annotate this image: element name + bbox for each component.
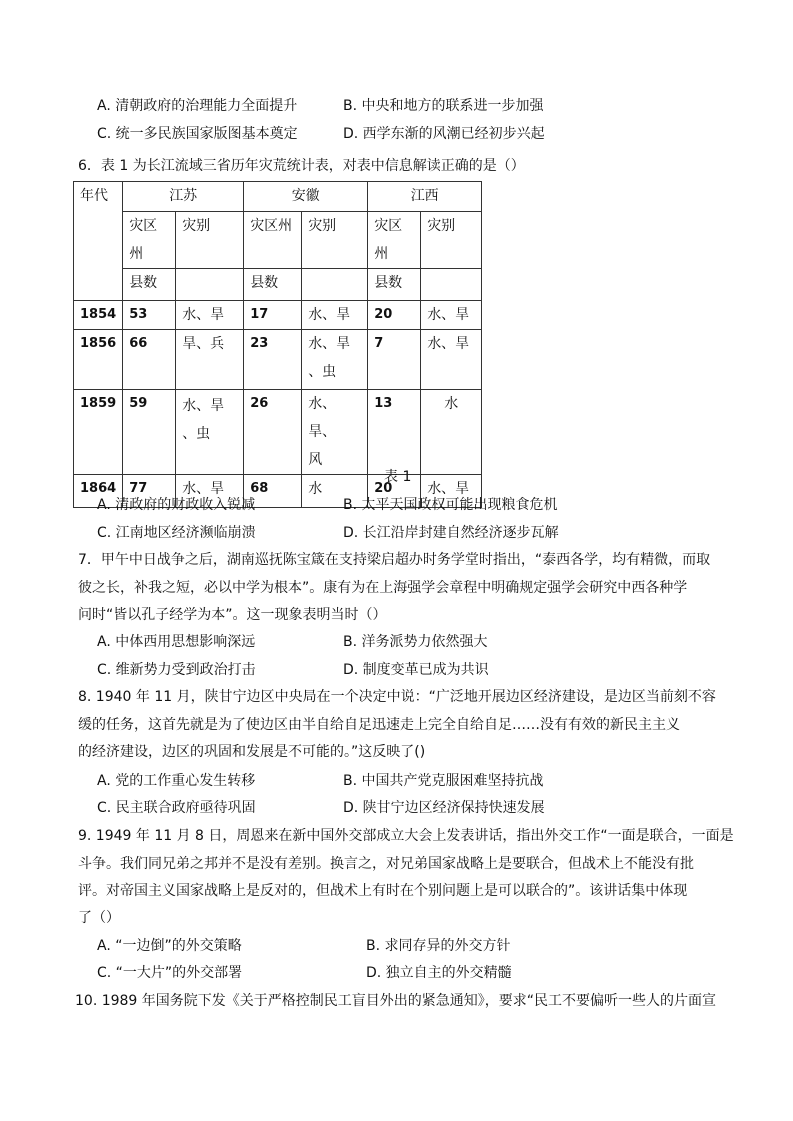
q5-option-a: A. 清朝政府的治理能力全面提升	[97, 98, 298, 114]
sub-header-area: 灾区州	[123, 212, 176, 269]
cell-count: 59	[123, 390, 176, 475]
cell-type-line: 水、旱	[308, 336, 351, 352]
cell-count: 20	[368, 475, 421, 508]
q8-option-d: D. 陕甘宁边区经济保持快速发展	[343, 800, 545, 816]
q9-option-d: D. 独立自主的外交精髓	[366, 965, 512, 981]
sub-header-empty	[176, 269, 244, 301]
q9-option-c: C. “一大片”的外交部署	[97, 965, 243, 981]
row-year: 1856	[74, 330, 123, 390]
q8-line: 8. 1940 年 11 月，陕甘宁边区中央局在一个决定中说：“广泛地开展边区经济建设，是边区当前刻不容	[78, 689, 716, 705]
q7-option-b: B. 洋务派势力依然强大	[343, 634, 488, 650]
q5-option-b: B. 中央和地方的联系进一步加强	[343, 98, 544, 114]
cell-count: 66	[123, 330, 176, 390]
q9-line: 评。对帝国主义国家战略上是反对的，但战术上有时在个别问题上是可以联合的”。该讲话集中体现	[78, 883, 688, 899]
table-caption: 表 1	[384, 469, 412, 485]
sub-header-type: 灾别	[176, 212, 244, 269]
sub-header-empty	[421, 269, 482, 301]
cell-type: 水、旱	[302, 301, 368, 330]
q9-option-a: A. “一边倒”的外交策略	[97, 938, 242, 954]
q6-option-d: D. 长江沿岸封建自然经济逐步瓦解	[343, 525, 559, 541]
cell-count: 13	[368, 390, 421, 475]
cell-count: 77	[123, 475, 176, 508]
sub-header-count: 县数	[368, 269, 421, 301]
province-jiangxi: 江西	[368, 182, 482, 212]
q9-line: 了（）	[78, 910, 120, 926]
q9-option-b: B. 求同存异的外交方针	[366, 938, 511, 954]
q6-option-a: A. 清政府的财政收入锐减	[97, 497, 256, 513]
sub-header-count: 县数	[123, 269, 176, 301]
q6-option-c: C. 江南地区经济濒临崩溃	[97, 525, 256, 541]
q7-line: 7．甲午中日战争之后，湖南巡抚陈宝箴在支持梁启超办时务学堂时指出，“泰西各学，均有精微，而取	[78, 552, 711, 568]
cell-type: 水、旱	[176, 475, 244, 508]
q8-option-b: B. 中国共产党克服困难坚持抗战	[343, 773, 544, 789]
cell-type: 水、旱	[176, 301, 244, 330]
sub-header-area: 灾区州	[244, 212, 302, 269]
cell-count: 26	[244, 390, 302, 475]
cell-count: 23	[244, 330, 302, 390]
row-year: 1859	[74, 390, 123, 475]
cell-type	[176, 390, 244, 475]
cell-count: 17	[244, 301, 302, 330]
q5-option-c: C. 统一多民族国家版图基本奠定	[97, 126, 298, 142]
province-jiangsu: 江苏	[123, 182, 244, 212]
cell-type-line: 风	[308, 452, 323, 468]
cell-type-line: 水、旱	[182, 398, 225, 414]
sub-header-empty	[302, 269, 368, 301]
q8-option-a: A. 党的工作重心发生转移	[97, 773, 256, 789]
q7-option-d: D. 制度变革已成为共识	[343, 662, 489, 678]
cell-type: 水、旱	[421, 475, 482, 508]
cell-type-line: 、虫	[308, 364, 337, 380]
cell-type: 水	[421, 390, 482, 475]
q7-line: 彼之长，补我之短，必以中学为根本”。康有为在上海强学会章程中明确规定强学会研究中西各种学	[78, 580, 688, 596]
cell-type: 水、旱	[421, 301, 482, 330]
q7-option-c: C. 维新势力受到政治打击	[97, 662, 256, 678]
cell-type: 水、旱	[421, 330, 482, 390]
disaster-table	[73, 181, 482, 508]
q8-line: 缓的任务，这首先就是为了使边区由半自给自足迅速走上完全自给自足……没有有效的新民主主义	[78, 717, 680, 733]
q6-stem: 6．表 1 为长江流域三省历年灾荒统计表，对表中信息解读正确的是（）	[78, 158, 525, 174]
cell-count: 20	[368, 301, 421, 330]
cell-count: 68	[244, 475, 302, 508]
table-row	[74, 301, 482, 330]
province-anhui: 安徽	[244, 182, 368, 212]
cell-type-line: 水、旱、	[308, 396, 337, 440]
sub-header-count: 县数	[244, 269, 302, 301]
q7-option-a: A. 中体西用思想影响深远	[97, 634, 256, 650]
cell-count: 7	[368, 330, 421, 390]
cell-type	[302, 330, 368, 390]
cell-type: 水	[302, 475, 368, 508]
table-row	[74, 390, 482, 475]
row-year: 1854	[74, 301, 123, 330]
q6-option-b: B. 太平天国政权可能出现粮食危机	[343, 497, 558, 513]
year-header: 年代	[74, 182, 123, 301]
q9-line: 9. 1949 年 11 月 8 日，周恩来在新中国外交部成立大会上发表讲话，指出外交工作“一面是联合，一面是	[78, 828, 734, 844]
q9-line: 斗争。我们同兄弟之邦并不是没有差别。换言之，对兄弟国家战略上是要联合，但战术上不能没有批	[78, 856, 694, 872]
q7-line: 问时“皆以孔子经学为本”。这一现象表明当时（）	[78, 607, 387, 623]
sub-header-type: 灾别	[302, 212, 368, 269]
cell-type	[302, 390, 368, 475]
sub-header-type: 灾别	[421, 212, 482, 269]
q10-line: 10. 1989 年国务院下发《关于严格控制民工盲目外出的紧急通知》，要求“民工不要偏听一些人的片面宣	[75, 993, 717, 1009]
row-year: 1864	[74, 475, 123, 508]
cell-type-line: 、虫	[182, 426, 211, 442]
cell-count: 53	[123, 301, 176, 330]
q8-option-c: C. 民主联合政府亟待巩固	[97, 800, 256, 816]
table-row	[74, 330, 482, 390]
sub-header-area: 灾区州	[368, 212, 421, 269]
cell-type: 旱、兵	[176, 330, 244, 390]
q8-line: 的经济建设，边区的巩固和发展是不可能的。”这反映了()	[78, 744, 426, 760]
q5-option-d: D. 西学东渐的风潮已经初步兴起	[343, 126, 545, 142]
